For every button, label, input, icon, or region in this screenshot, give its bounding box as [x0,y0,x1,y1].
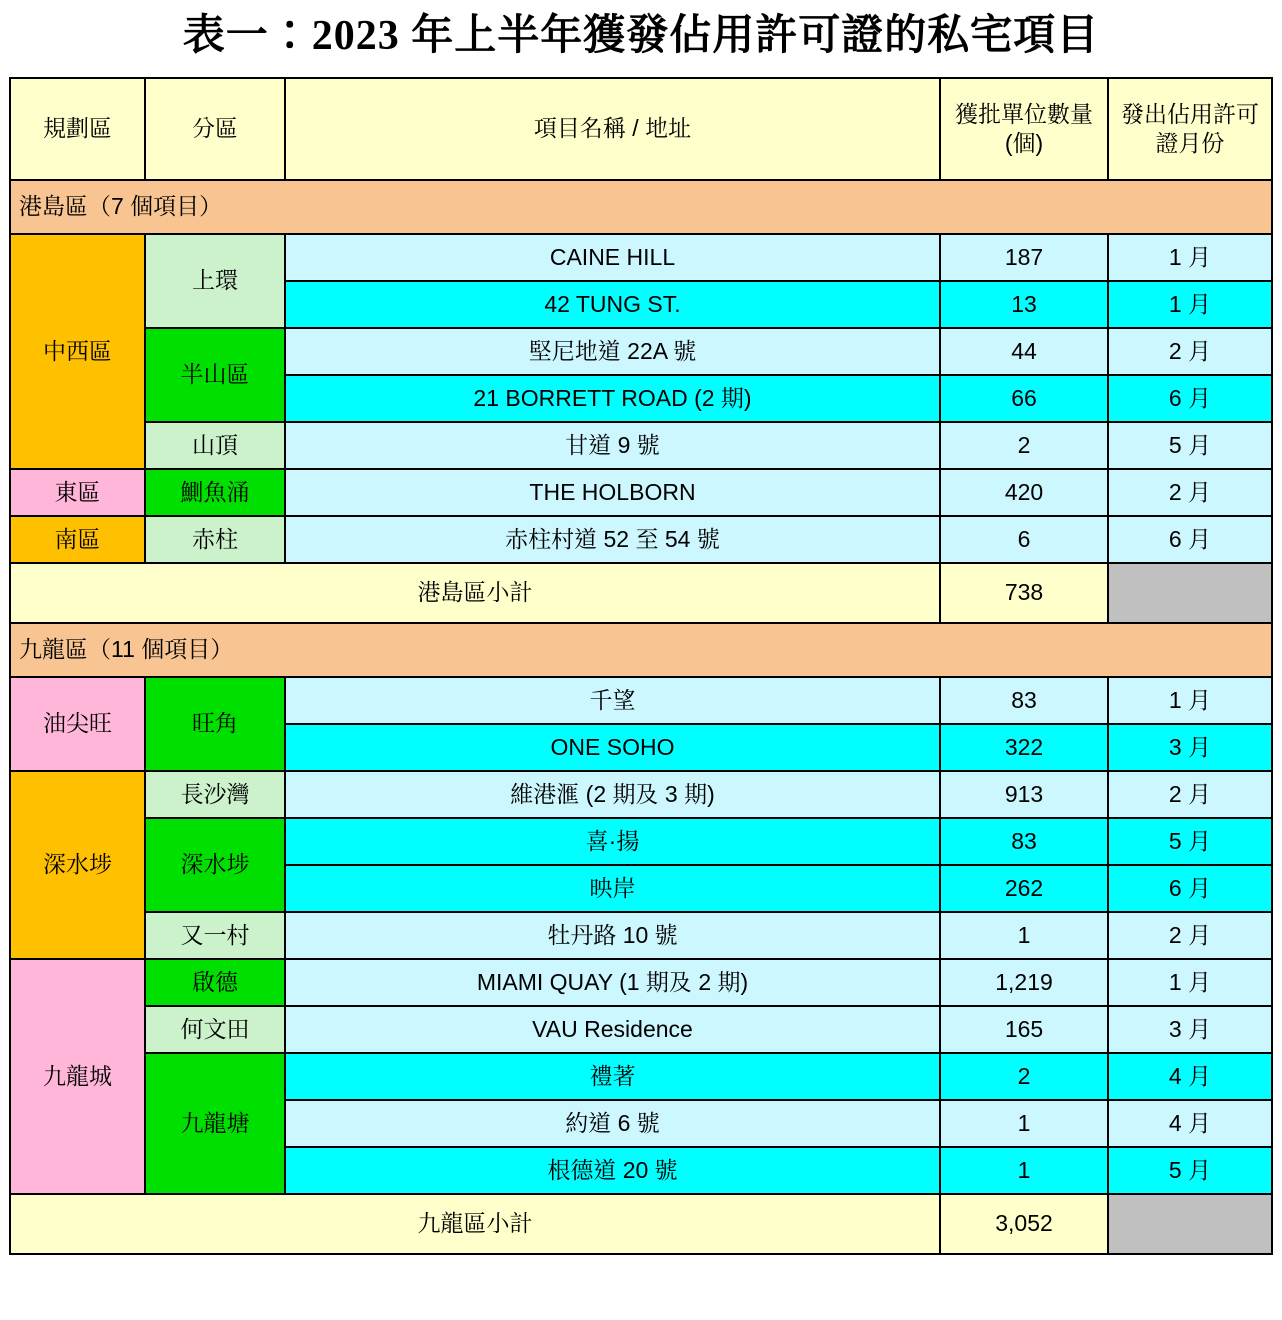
units-cell: 1 [940,912,1108,959]
units-cell: 13 [940,281,1108,328]
subtotal-empty-cell [1108,563,1272,623]
month-cell: 2 月 [1108,771,1272,818]
month-cell: 5 月 [1108,818,1272,865]
units-cell: 165 [940,1006,1108,1053]
units-cell: 83 [940,677,1108,724]
subtotal-row [10,563,1272,623]
month-cell: 3 月 [1108,1006,1272,1053]
table-row [10,771,1272,818]
district-cell: 中西區 [10,234,145,469]
column-header-month: 發出佔用許可證月份 [1108,78,1272,180]
table-row [10,234,1272,281]
table-row [10,959,1272,1006]
subtotal-value: 3,052 [940,1194,1108,1254]
units-cell: 420 [940,469,1108,516]
table-row [10,677,1272,724]
project-name-cell: 21 BORRETT ROAD (2 期) [285,375,940,422]
subdistrict-cell: 長沙灣 [145,771,285,818]
units-cell: 1 [940,1147,1108,1194]
month-cell: 5 月 [1108,1147,1272,1194]
table-row [10,818,1272,865]
district-cell: 油尖旺 [10,677,145,771]
units-cell: 1 [940,1100,1108,1147]
page-title: 表一：2023 年上半年獲發佔用許可證的私宅項目 [182,13,1100,59]
table-row [10,328,1272,375]
district-cell: 深水埗 [10,771,145,959]
district-cell: 南區 [10,516,145,563]
month-cell: 2 月 [1108,912,1272,959]
units-cell: 187 [940,234,1108,281]
month-cell: 6 月 [1108,516,1272,563]
subdistrict-cell: 何文田 [145,1006,285,1053]
month-cell: 3 月 [1108,724,1272,771]
column-header-subdistrict: 分區 [145,78,285,180]
project-name-cell: 牡丹路 10 號 [285,912,940,959]
subdistrict-cell: 深水埗 [145,818,285,912]
project-name-cell: ONE SOHO [285,724,940,771]
subtotal-label: 九龍區小計 [10,1194,940,1254]
units-cell: 66 [940,375,1108,422]
month-cell: 4 月 [1108,1100,1272,1147]
subdistrict-cell: 旺角 [145,677,285,771]
column-header-project-name: 項目名稱 / 地址 [285,78,940,180]
district-cell: 東區 [10,469,145,516]
units-cell: 6 [940,516,1108,563]
units-cell: 262 [940,865,1108,912]
units-cell: 913 [940,771,1108,818]
district-cell: 九龍城 [10,959,145,1194]
month-cell: 1 月 [1108,959,1272,1006]
units-cell: 1,219 [940,959,1108,1006]
region-band-row [10,180,1272,234]
project-name-cell: CAINE HILL [285,234,940,281]
project-name-cell: 禮著 [285,1053,940,1100]
month-cell: 1 月 [1108,234,1272,281]
month-cell: 1 月 [1108,677,1272,724]
table-row [10,469,1272,516]
subdistrict-cell: 半山區 [145,328,285,422]
table-body [10,180,1272,1254]
project-name-cell: 映岸 [285,865,940,912]
table-row [10,516,1272,563]
table-header [10,78,1272,180]
table-row [10,1053,1272,1100]
subdistrict-cell: 九龍塘 [145,1053,285,1194]
month-cell: 1 月 [1108,281,1272,328]
subtotal-row [10,1194,1272,1254]
units-cell: 322 [940,724,1108,771]
subdistrict-cell: 上環 [145,234,285,328]
units-cell: 2 [940,422,1108,469]
units-cell: 2 [940,1053,1108,1100]
subtotal-label: 港島區小計 [10,563,940,623]
month-cell: 6 月 [1108,865,1272,912]
subdistrict-cell: 又一村 [145,912,285,959]
subdistrict-cell: 啟德 [145,959,285,1006]
subtotal-empty-cell [1108,1194,1272,1254]
project-name-cell: 根德道 20 號 [285,1147,940,1194]
project-name-cell: 維港滙 (2 期及 3 期) [285,771,940,818]
project-name-cell: 喜·揚 [285,818,940,865]
project-name-cell: 約道 6 號 [285,1100,940,1147]
column-header-units: 獲批單位數量(個) [940,78,1108,180]
units-cell: 44 [940,328,1108,375]
month-cell: 6 月 [1108,375,1272,422]
column-header-district: 規劃區 [10,78,145,180]
project-name-cell: 甘道 9 號 [285,422,940,469]
subdistrict-cell: 赤柱 [145,516,285,563]
table-row [10,912,1272,959]
units-cell: 83 [940,818,1108,865]
month-cell: 2 月 [1108,328,1272,375]
project-name-cell: 赤柱村道 52 至 54 號 [285,516,940,563]
project-name-cell: THE HOLBORN [285,469,940,516]
table-header-row [10,78,1272,180]
table-row [10,422,1272,469]
project-name-cell: MIAMI QUAY (1 期及 2 期) [285,959,940,1006]
project-name-cell: 千望 [285,677,940,724]
month-cell: 4 月 [1108,1053,1272,1100]
region-band-row [10,623,1272,677]
month-cell: 2 月 [1108,469,1272,516]
subdistrict-cell: 山頂 [145,422,285,469]
project-name-cell: 堅尼地道 22A 號 [285,328,940,375]
occupation-permit-table [9,77,1273,1255]
region-band-label: 港島區（7 個項目） [10,180,1272,234]
subtotal-value: 738 [940,563,1108,623]
month-cell: 5 月 [1108,422,1272,469]
subdistrict-cell: 鰂魚涌 [145,469,285,516]
table-row [10,1006,1272,1053]
project-name-cell: VAU Residence [285,1006,940,1053]
project-name-cell: 42 TUNG ST. [285,281,940,328]
region-band-label: 九龍區（11 個項目） [10,623,1272,677]
